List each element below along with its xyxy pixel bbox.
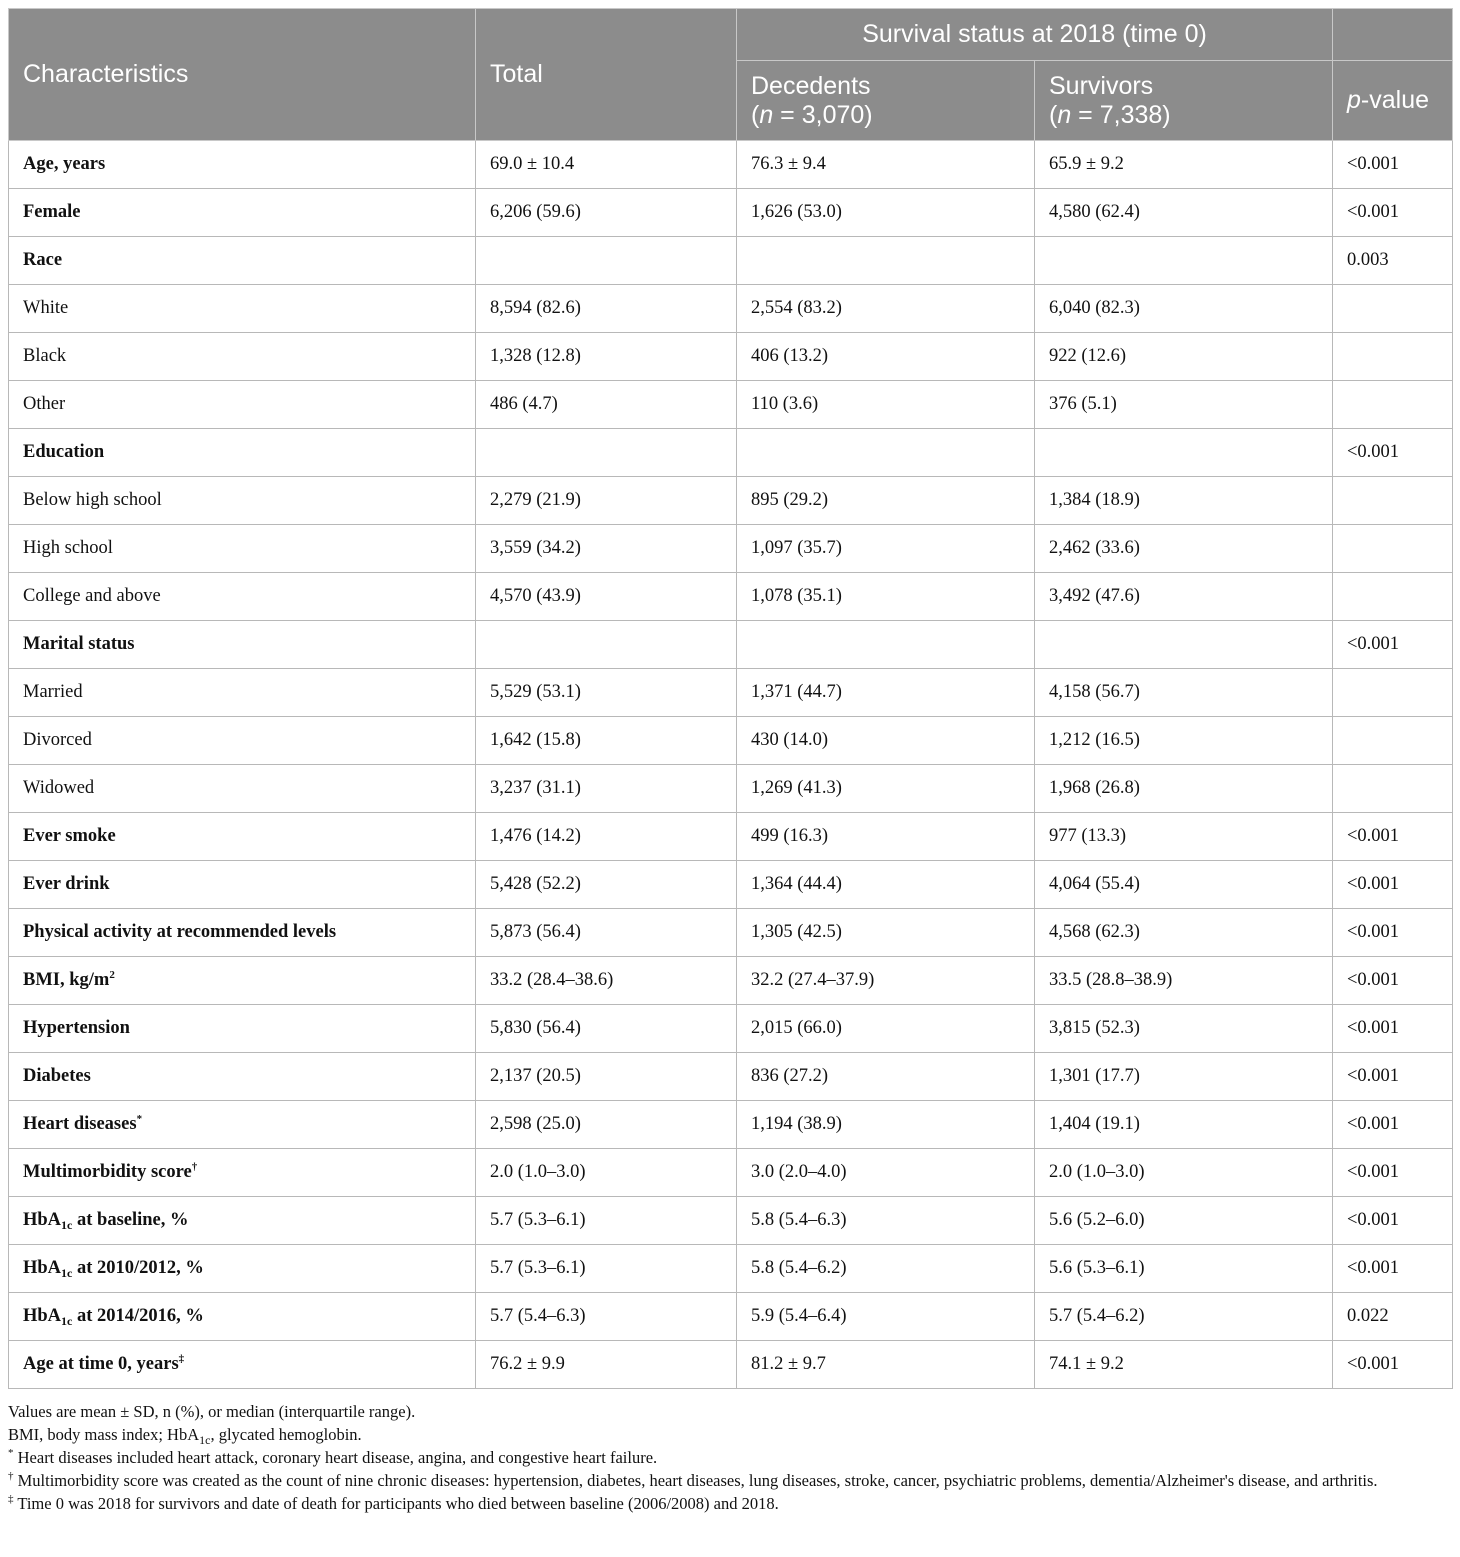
cell-decedents: 2,015 (66.0) <box>737 1005 1035 1053</box>
row-label <box>9 189 476 237</box>
row-label <box>9 861 476 909</box>
table-row <box>9 621 1453 669</box>
row-label-text: Married <box>23 682 83 702</box>
row-label-text: Race <box>23 250 63 270</box>
row-label <box>9 429 476 477</box>
cell-decedents: 499 (16.3) <box>737 813 1035 861</box>
table-row <box>9 1245 1453 1293</box>
cell-total: 2,279 (21.9) <box>476 477 737 525</box>
cell-p-value <box>1333 717 1453 765</box>
cell-survivors <box>1035 237 1333 285</box>
table-row <box>9 189 1453 237</box>
cell-survivors: 5.6 (5.3–6.1) <box>1035 1245 1333 1293</box>
cell-decedents: 32.2 (27.4–37.9) <box>737 957 1035 1005</box>
cell-survivors: 74.1 ± 9.2 <box>1035 1341 1333 1389</box>
row-label-text: Marital status <box>23 634 135 654</box>
table-row <box>9 477 1453 525</box>
cell-survivors: 33.5 (28.8–38.9) <box>1035 957 1333 1005</box>
cell-survivors <box>1035 429 1333 477</box>
cell-survivors: 5.6 (5.2–6.0) <box>1035 1197 1333 1245</box>
row-label <box>9 1053 476 1101</box>
table-row <box>9 861 1453 909</box>
cell-survivors: 1,968 (26.8) <box>1035 765 1333 813</box>
table-row <box>9 1293 1453 1341</box>
cell-total: 2,137 (20.5) <box>476 1053 737 1101</box>
cell-p-value: <0.001 <box>1333 1149 1453 1197</box>
cell-total: 3,559 (34.2) <box>476 525 737 573</box>
row-label-text: Other <box>23 394 66 414</box>
cell-p-value: <0.001 <box>1333 909 1453 957</box>
footnote-abbr-prefix: BMI, body mass index; HbA <box>8 1425 200 1444</box>
footnote-heart-diseases <box>8 1446 1452 1469</box>
cell-decedents: 1,364 (44.4) <box>737 861 1035 909</box>
cell-decedents: 1,269 (41.3) <box>737 765 1035 813</box>
table-row <box>9 765 1453 813</box>
header-survivors-label: Survivors <box>1049 71 1154 100</box>
cell-decedents <box>737 429 1035 477</box>
row-label <box>9 1197 476 1245</box>
cell-p-value <box>1333 477 1453 525</box>
cell-decedents: 430 (14.0) <box>737 717 1035 765</box>
cell-survivors: 3,492 (47.6) <box>1035 573 1333 621</box>
table-row <box>9 1053 1453 1101</box>
row-label-text: Widowed <box>23 778 95 798</box>
cell-total: 69.0 ± 10.4 <box>476 141 737 189</box>
table-header <box>9 9 1453 141</box>
table-row <box>9 237 1453 285</box>
cell-decedents: 1,097 (35.7) <box>737 525 1035 573</box>
cell-decedents: 5.9 (5.4–6.4) <box>737 1293 1035 1341</box>
cell-p-value: <0.001 <box>1333 1005 1453 1053</box>
cell-p-value: <0.001 <box>1333 1197 1453 1245</box>
cell-p-value: <0.001 <box>1333 1053 1453 1101</box>
row-label <box>9 813 476 861</box>
footnote-multimorbidity <box>8 1469 1452 1492</box>
row-label <box>9 381 476 429</box>
row-label <box>9 1005 476 1053</box>
row-label-text: White <box>23 298 69 318</box>
cell-p-value: <0.001 <box>1333 189 1453 237</box>
row-label-text: Multimorbidity score <box>23 1162 192 1182</box>
cell-survivors: 4,064 (55.4) <box>1035 861 1333 909</box>
table-row <box>9 333 1453 381</box>
cell-decedents: 895 (29.2) <box>737 477 1035 525</box>
cell-decedents: 76.3 ± 9.4 <box>737 141 1035 189</box>
cell-total: 5,873 (56.4) <box>476 909 737 957</box>
row-label-text: Physical activity at recommended levels <box>23 922 337 942</box>
row-label-text: BMI, kg/m <box>23 970 110 990</box>
cell-survivors: 1,384 (18.9) <box>1035 477 1333 525</box>
row-label <box>9 717 476 765</box>
cell-total <box>476 621 737 669</box>
cell-decedents: 5.8 (5.4–6.3) <box>737 1197 1035 1245</box>
cell-decedents: 110 (3.6) <box>737 381 1035 429</box>
cell-decedents: 5.8 (5.4–6.2) <box>737 1245 1035 1293</box>
table-row <box>9 1101 1453 1149</box>
row-label-suffix: at 2014/2016, % <box>72 1306 204 1326</box>
footnote-abbreviations <box>8 1423 1452 1446</box>
cell-survivors <box>1035 621 1333 669</box>
row-label-suffix: at 2010/2012, % <box>72 1258 204 1278</box>
cell-decedents: 406 (13.2) <box>737 333 1035 381</box>
row-label <box>9 477 476 525</box>
row-label-subscript: 1c <box>61 1314 73 1328</box>
cell-survivors: 1,212 (16.5) <box>1035 717 1333 765</box>
cell-p-value: <0.001 <box>1333 141 1453 189</box>
cell-total <box>476 429 737 477</box>
cell-total: 33.2 (28.4–38.6) <box>476 957 737 1005</box>
row-label-subscript: 1c <box>61 1266 73 1280</box>
row-label-text: Hypertension <box>23 1018 130 1038</box>
row-label-text: Black <box>23 346 67 366</box>
cell-p-value <box>1333 333 1453 381</box>
cell-decedents <box>737 237 1035 285</box>
header-decedents <box>737 61 1035 141</box>
table-footnotes <box>8 1400 1452 1515</box>
cell-survivors: 4,158 (56.7) <box>1035 669 1333 717</box>
row-label-text: Ever drink <box>23 874 110 894</box>
cell-p-value: <0.001 <box>1333 1101 1453 1149</box>
row-label-superscript: * <box>136 1113 143 1125</box>
row-label <box>9 669 476 717</box>
footnote-abbr-suffix: , glycated hemoglobin. <box>210 1425 362 1444</box>
row-label-text: HbA <box>23 1210 62 1230</box>
table-row <box>9 1149 1453 1197</box>
cell-total: 1,642 (15.8) <box>476 717 737 765</box>
cell-decedents: 81.2 ± 9.7 <box>737 1341 1035 1389</box>
row-label-text: Female <box>23 202 81 222</box>
cell-survivors: 2.0 (1.0–3.0) <box>1035 1149 1333 1197</box>
table-container <box>8 8 1452 1515</box>
table-row <box>9 141 1453 189</box>
cell-p-value <box>1333 525 1453 573</box>
cell-p-value <box>1333 285 1453 333</box>
row-label <box>9 909 476 957</box>
row-label-text: Divorced <box>23 730 92 750</box>
cell-survivors: 922 (12.6) <box>1035 333 1333 381</box>
cell-survivors: 3,815 (52.3) <box>1035 1005 1333 1053</box>
table-row <box>9 669 1453 717</box>
footnote-heart-text: Heart diseases included heart attack, coronary heart disease, angina, and congestive heart failure. <box>13 1448 658 1467</box>
cell-total: 486 (4.7) <box>476 381 737 429</box>
header-characteristics: Characteristics <box>9 9 476 141</box>
row-label-text: Heart diseases <box>23 1114 137 1134</box>
cell-total: 5.7 (5.3–6.1) <box>476 1245 737 1293</box>
cell-p-value <box>1333 669 1453 717</box>
row-label <box>9 1293 476 1341</box>
cell-decedents: 1,305 (42.5) <box>737 909 1035 957</box>
characteristics-table <box>8 8 1453 1389</box>
row-label <box>9 1245 476 1293</box>
cell-total: 76.2 ± 9.9 <box>476 1341 737 1389</box>
cell-total: 6,206 (59.6) <box>476 189 737 237</box>
cell-decedents: 2,554 (83.2) <box>737 285 1035 333</box>
table-row <box>9 429 1453 477</box>
row-label-text: High school <box>23 538 113 558</box>
header-total: Total <box>476 9 737 141</box>
row-label-text: College and above <box>23 586 161 606</box>
cell-survivors: 4,568 (62.3) <box>1035 909 1333 957</box>
cell-total: 4,570 (43.9) <box>476 573 737 621</box>
row-label-text: Age, years <box>23 154 106 174</box>
footnote-heart-mark: * <box>8 1447 14 1459</box>
footnote-abbr-sub: 1c <box>199 1433 211 1447</box>
footnote-time-text: Time 0 was 2018 for survivors and date of death for participants who died between baseline (2006/2008) and 2018. <box>13 1494 779 1513</box>
cell-p-value: <0.001 <box>1333 813 1453 861</box>
cell-total: 5,830 (56.4) <box>476 1005 737 1053</box>
row-label-suffix: at baseline, % <box>72 1210 189 1230</box>
row-label-text: Education <box>23 442 105 462</box>
cell-survivors: 4,580 (62.4) <box>1035 189 1333 237</box>
cell-total: 2,598 (25.0) <box>476 1101 737 1149</box>
cell-survivors: 1,301 (17.7) <box>1035 1053 1333 1101</box>
row-label <box>9 1341 476 1389</box>
cell-survivors: 1,404 (19.1) <box>1035 1101 1333 1149</box>
cell-p-value: 0.003 <box>1333 237 1453 285</box>
row-label-subscript: 1c <box>61 1218 73 1232</box>
header-survivors-n: (n = 7,338) <box>1049 100 1171 129</box>
cell-decedents: 1,194 (38.9) <box>737 1101 1035 1149</box>
cell-total <box>476 237 737 285</box>
table-row <box>9 285 1453 333</box>
row-label <box>9 141 476 189</box>
table-row <box>9 909 1453 957</box>
cell-total: 5.7 (5.4–6.3) <box>476 1293 737 1341</box>
header-decedents-label: Decedents <box>751 71 871 100</box>
cell-survivors: 65.9 ± 9.2 <box>1035 141 1333 189</box>
cell-total: 5.7 (5.3–6.1) <box>476 1197 737 1245</box>
row-label-text: HbA <box>23 1306 62 1326</box>
row-label <box>9 765 476 813</box>
cell-survivors: 5.7 (5.4–6.2) <box>1035 1293 1333 1341</box>
cell-total: 1,476 (14.2) <box>476 813 737 861</box>
table-row <box>9 381 1453 429</box>
cell-survivors: 2,462 (33.6) <box>1035 525 1333 573</box>
table-row <box>9 1005 1453 1053</box>
row-label <box>9 957 476 1005</box>
cell-survivors: 376 (5.1) <box>1035 381 1333 429</box>
header-pvalue-spacer <box>1333 9 1453 61</box>
row-label-text: Below high school <box>23 490 162 510</box>
cell-decedents: 3.0 (2.0–4.0) <box>737 1149 1035 1197</box>
cell-p-value: <0.001 <box>1333 957 1453 1005</box>
table-row <box>9 525 1453 573</box>
cell-p-value: <0.001 <box>1333 861 1453 909</box>
cell-p-value: <0.001 <box>1333 1245 1453 1293</box>
cell-p-value <box>1333 765 1453 813</box>
table-row <box>9 957 1453 1005</box>
cell-total: 8,594 (82.6) <box>476 285 737 333</box>
footnote-multi-mark: † <box>8 1470 14 1482</box>
row-label-text: Diabetes <box>23 1066 91 1086</box>
table-row <box>9 813 1453 861</box>
cell-survivors: 977 (13.3) <box>1035 813 1333 861</box>
header-survival-status: Survival status at 2018 (time 0) <box>737 9 1333 61</box>
cell-total: 5,428 (52.2) <box>476 861 737 909</box>
row-label <box>9 237 476 285</box>
cell-survivors: 6,040 (82.3) <box>1035 285 1333 333</box>
footnote-time-mark: ‡ <box>8 1493 14 1505</box>
row-label <box>9 333 476 381</box>
row-label-text: Ever smoke <box>23 826 116 846</box>
row-label-superscript: † <box>191 1161 198 1173</box>
table-row <box>9 573 1453 621</box>
row-label-superscript: ‡ <box>178 1353 185 1365</box>
row-label <box>9 285 476 333</box>
row-label <box>9 1101 476 1149</box>
footnote-values: Values are mean ± SD, n (%), or median (interquartile range). <box>8 1402 416 1421</box>
footnote-time-zero <box>8 1492 1452 1515</box>
row-label <box>9 573 476 621</box>
cell-p-value <box>1333 381 1453 429</box>
header-survivors <box>1035 61 1333 141</box>
row-label <box>9 621 476 669</box>
cell-p-value: <0.001 <box>1333 621 1453 669</box>
cell-decedents: 1,371 (44.7) <box>737 669 1035 717</box>
header-decedents-n: (n = 3,070) <box>751 100 873 129</box>
row-label-superscript: 2 <box>109 969 115 981</box>
table-body <box>9 141 1453 1389</box>
cell-p-value: 0.022 <box>1333 1293 1453 1341</box>
cell-total: 5,529 (53.1) <box>476 669 737 717</box>
cell-decedents: 1,626 (53.0) <box>737 189 1035 237</box>
table-row <box>9 1341 1453 1389</box>
cell-decedents: 1,078 (35.1) <box>737 573 1035 621</box>
cell-total: 3,237 (31.1) <box>476 765 737 813</box>
row-label <box>9 525 476 573</box>
row-label-text: Age at time 0, years <box>23 1354 179 1374</box>
cell-p-value: <0.001 <box>1333 1341 1453 1389</box>
cell-p-value <box>1333 573 1453 621</box>
table-row <box>9 717 1453 765</box>
cell-decedents <box>737 621 1035 669</box>
row-label-text: HbA <box>23 1258 62 1278</box>
cell-p-value: <0.001 <box>1333 429 1453 477</box>
cell-total: 2.0 (1.0–3.0) <box>476 1149 737 1197</box>
row-label <box>9 1149 476 1197</box>
footnote-multi-text: Multimorbidity score was created as the count of nine chronic diseases: hypertension, diabetes, heart diseases, lung diseases, stroke, cancer, psychiatric problems, dementia/Alzheimer's disease, and arthritis. <box>13 1471 1378 1490</box>
header-p-value: p-value <box>1333 61 1453 141</box>
cell-total: 1,328 (12.8) <box>476 333 737 381</box>
table-row <box>9 1197 1453 1245</box>
cell-decedents: 836 (27.2) <box>737 1053 1035 1101</box>
